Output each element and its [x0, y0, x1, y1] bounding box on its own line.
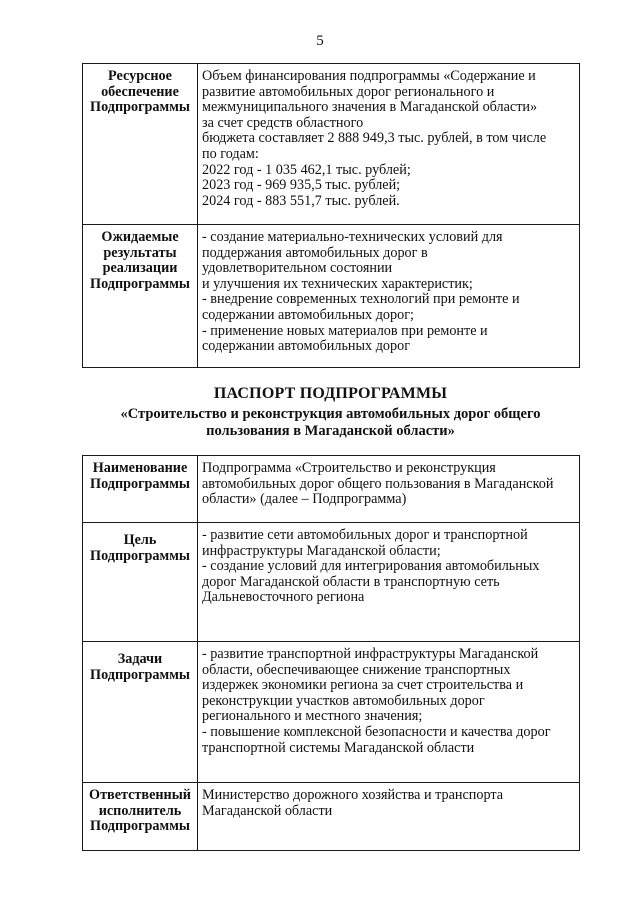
row-label: Ресурсное обеспечение Подпрограммы	[83, 64, 198, 225]
text-line: автомобильных дорог общего пользования в Магаданской	[202, 475, 554, 492]
page-number: 5	[316, 33, 324, 49]
row-value	[198, 783, 580, 851]
table-row-resource-provision	[83, 64, 580, 225]
table-row-goal	[83, 523, 580, 642]
row-label: Цель Подпрограммы	[83, 523, 198, 642]
table-row-responsible-executor	[83, 783, 580, 851]
text-line: и улучшения их технических характеристик;	[202, 275, 473, 292]
text-line: межмуниципального значения в Магаданской области»	[202, 99, 538, 116]
row-value	[198, 523, 580, 642]
row-label: Ответственный исполнитель Подпрограммы	[83, 783, 198, 851]
text-line: - развитие сети автомобильных дорог и транспортной	[202, 527, 528, 543]
subprogram-maintenance-table	[82, 63, 580, 368]
text-line: транспортной системы Магаданской области	[202, 739, 475, 756]
text-line: - создание материально-технических условий для	[202, 229, 503, 245]
table-row-name	[83, 456, 580, 523]
row-label: Наименование Подпрограммы	[83, 456, 198, 523]
text-line: - создание условий для интегрирования автомобильных	[202, 558, 540, 575]
text-line: развитие автомобильных дорог регионального и	[202, 83, 495, 100]
table-row-tasks	[83, 642, 580, 783]
text-line: - повышение комплексной безопасности и качества дорог	[202, 723, 551, 740]
row-value	[198, 64, 580, 225]
text-line: Подпрограмма «Строительство и реконструкция	[202, 460, 496, 476]
text-line: - внедрение современных технологий при ремонте и	[202, 291, 520, 308]
text-line: - применение новых материалов при ремонте и	[202, 322, 488, 339]
passport-title: ПАСПОРТ ПОДПРОГРАММЫ	[213, 385, 448, 402]
row-label: Задачи Подпрограммы	[83, 642, 198, 783]
passport-subtitle: «Строительство и реконструкция автомобильных дорог общего пользования в Магаданской области»	[120, 406, 541, 439]
text-line: издержек экономики региона за счет строительства и	[202, 677, 524, 694]
text-line: по годам:	[202, 145, 259, 162]
row-value	[198, 225, 580, 368]
text-line: инфраструктуры Магаданской области;	[202, 542, 441, 559]
row-value	[198, 456, 580, 523]
row-value	[198, 642, 580, 783]
text-line: области» (далее – Подпрограмма)	[202, 491, 407, 508]
text-line: области, обеспечивающее снижение транспортных	[202, 661, 511, 678]
text-line: удовлетворительном состоянии	[202, 260, 393, 277]
text-line: дорог Магаданской области в транспортную сеть	[202, 573, 500, 590]
text-line: Дальневосточного региона	[202, 589, 365, 606]
text-line: бюджета составляет 2 888 949,3 тыс. рублей, в том числе	[202, 130, 547, 147]
table-row-expected-results	[83, 225, 580, 368]
text-line: содержании автомобильных дорог	[202, 338, 411, 355]
text-line: реконструкции участков автомобильных дорог	[202, 692, 485, 709]
subprogram-construction-passport-table	[82, 455, 580, 851]
text-line: поддержания автомобильных дорог в	[202, 244, 428, 261]
text-line: регионального и местного значения;	[202, 708, 423, 725]
text-line: Магаданской области	[202, 802, 333, 819]
text-line: Объем финансирования подпрограммы «Содержание и	[202, 68, 536, 84]
text-line: за счет средств областного	[202, 114, 364, 131]
text-line: - развитие транспортной инфраструктуры Магаданской	[202, 646, 539, 662]
text-line: содержании автомобильных дорог;	[202, 306, 414, 323]
text-line: 2024 год - 883 551,7 тыс. рублей.	[202, 192, 400, 209]
text-line: Министерство дорожного хозяйства и транспорта	[202, 787, 504, 803]
row-label: Ожидаемые результаты реализации Подпрограммы	[83, 225, 198, 368]
text-line: 2022 год - 1 035 462,1 тыс. рублей;	[202, 161, 411, 178]
text-line: 2023 год - 969 935,5 тыс. рублей;	[202, 177, 401, 194]
